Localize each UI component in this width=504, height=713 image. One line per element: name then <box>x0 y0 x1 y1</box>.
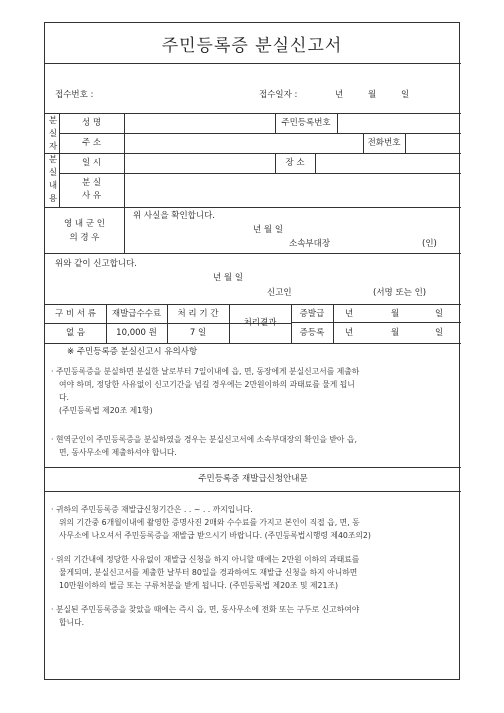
fee-value: 10,000 원 <box>116 328 157 338</box>
form-title: 주민등록증 분실신고서 <box>161 36 343 56</box>
docs-header: 구 비 서 류 <box>55 309 96 319</box>
reason-label-2: 사 유 <box>81 191 102 201</box>
military-date: 년 월 일 <box>253 225 284 235</box>
period-header: 처 리 기 간 <box>177 309 219 319</box>
report-date: 년 월 일 <box>213 273 244 283</box>
commander-label: 소속부대장 <box>289 239 331 249</box>
lost-person-char: 자 <box>48 142 58 152</box>
reissue-line: 10만원이하의 벌금 또는 구류처분을 받게 됩니다. (주민등록법 제20조 및 제21조) <box>59 581 339 590</box>
row-line <box>45 153 461 154</box>
phone-value[interactable] <box>406 139 458 153</box>
phone-label: 전화번호 <box>367 138 401 148</box>
notes-item-1 <box>51 365 459 417</box>
reissue-line: 합니다. <box>59 618 85 627</box>
rrn-label: 주민등록번호 <box>281 118 331 128</box>
title-divider <box>45 63 461 64</box>
notes-heading: ※ 주민등록증 분실신고시 유의사항 <box>67 347 198 357</box>
lost-details-char: 내 <box>48 181 58 191</box>
lost-person-char: 실 <box>48 129 58 139</box>
address-label: 주 소 <box>81 138 102 148</box>
commander-seal: (인) <box>422 239 437 249</box>
reissue-line: · 귀하의 주민등록증 재발급신청기간은 . . ~ . . 까지입니다. <box>51 505 253 514</box>
docs-value: 없 음 <box>65 328 86 338</box>
row-line <box>291 322 461 323</box>
row-line <box>45 304 461 305</box>
lost-person-char: 분 <box>48 116 58 126</box>
name-value[interactable] <box>125 119 275 133</box>
row-line <box>59 133 461 134</box>
row-line <box>45 113 461 114</box>
place-value[interactable] <box>316 159 458 173</box>
reissue-line: · 분실된 주민등록증을 찾았을 때에는 즉시 읍, 면, 동사무소에 전화 또는 구두로 신고하여야 <box>51 605 360 614</box>
reissue-line: 위의 기간중 6개월이내에 촬영한 증명사진 2매와 수수료를 가지고 본인이 직접 읍, 면, 동 <box>59 518 360 527</box>
note-line: · 현역군인이 주민등록증을 분실하였을 경우는 분실신고서에 소속부대장의 확인을 받아 읍, <box>51 435 357 444</box>
place-label: 장 소 <box>285 158 305 168</box>
note-line: 다. <box>59 393 70 402</box>
registered-day: 일 <box>435 328 444 338</box>
receipt-no-label: 접수번호 : <box>55 90 94 100</box>
registered-month: 월 <box>391 328 400 338</box>
registered-year: 년 <box>345 328 354 338</box>
receipt-year-unit: 년 <box>335 90 344 100</box>
row-line <box>45 491 461 492</box>
notes-item-2 <box>51 433 459 459</box>
receipt-month-unit: 월 <box>368 90 377 100</box>
registered-label: 증등록 <box>299 328 325 338</box>
reason-label-1: 분 실 <box>81 178 102 188</box>
row-line <box>45 343 461 344</box>
issued-year: 년 <box>345 309 354 319</box>
col-line <box>333 304 334 343</box>
reissue-line: 물게되며, 분실신고서를 제출한 날부터 80일을 경과하여도 재발급 신청을 하지 아니하면 <box>59 568 358 577</box>
datetime-value[interactable] <box>125 159 273 173</box>
row-line <box>59 173 461 174</box>
row-line <box>45 207 461 208</box>
row-line <box>45 253 461 254</box>
lost-details-char: 실 <box>48 168 58 178</box>
military-confirm: 위 사실을 확인합니다. <box>133 211 216 221</box>
fee-header: 재발급수수료 <box>111 309 162 319</box>
address-value[interactable] <box>125 139 361 153</box>
military-label-1: 영 내 군 인 <box>64 219 105 229</box>
col-line <box>124 207 125 253</box>
military-label-2: 의 경 우 <box>69 233 100 243</box>
issued-day: 일 <box>435 309 444 319</box>
receipt-day-unit: 일 <box>401 90 410 100</box>
reissue-heading: 주민등록증 재발급신청안내문 <box>198 474 308 484</box>
note-line: (주민등록법 제20조 제1항) <box>59 406 153 415</box>
section-divider <box>45 467 461 468</box>
reissue-item-3 <box>51 603 459 629</box>
rrn-value[interactable] <box>338 119 458 133</box>
reissue-item-1 <box>51 503 459 542</box>
period-value: 7 일 <box>189 328 207 338</box>
note-line: 여야 하며, 정당한 사유없이 신고기간을 넘길 경우에는 2만원이하의 과태료를 물게 됩니 <box>59 380 355 389</box>
result-label: 처리결과 <box>243 318 277 328</box>
datetime-label: 일 시 <box>81 158 102 168</box>
issued-label: 증발급 <box>299 309 325 319</box>
report-form <box>44 22 460 680</box>
name-label: 성 명 <box>81 118 102 128</box>
report-statement: 위와 같이 신고합니다. <box>55 259 138 269</box>
reissue-item-2 <box>51 553 459 592</box>
receipt-date-label: 접수일자 : <box>259 90 298 100</box>
reporter-label: 신고인 <box>267 288 292 298</box>
note-line: 면, 동사무소에 제출하셔야 합니다. <box>59 448 177 457</box>
issued-month: 월 <box>391 309 400 319</box>
reissue-line: · 위의 기간내에 정당한 사유없이 재발급 신청을 하지 아니할 때에는 2만원 이하의 과태료를 <box>51 555 360 564</box>
reissue-line: 사무소에 나오셔서 주민등록증을 재발급 받으시기 바랍니다. (주민등록법시행령 제40조의2) <box>59 531 371 540</box>
lost-details-char: 용 <box>48 194 58 204</box>
reporter-sign: (서명 또는 인) <box>373 288 427 298</box>
lost-details-char: 분 <box>48 155 58 165</box>
note-line: · 주민등록증을 분실하면 분실한 날로부터 7일이내에 읍, 면, 동장에게 분실신고서를 제출하 <box>51 367 360 376</box>
reason-value[interactable] <box>125 175 458 205</box>
